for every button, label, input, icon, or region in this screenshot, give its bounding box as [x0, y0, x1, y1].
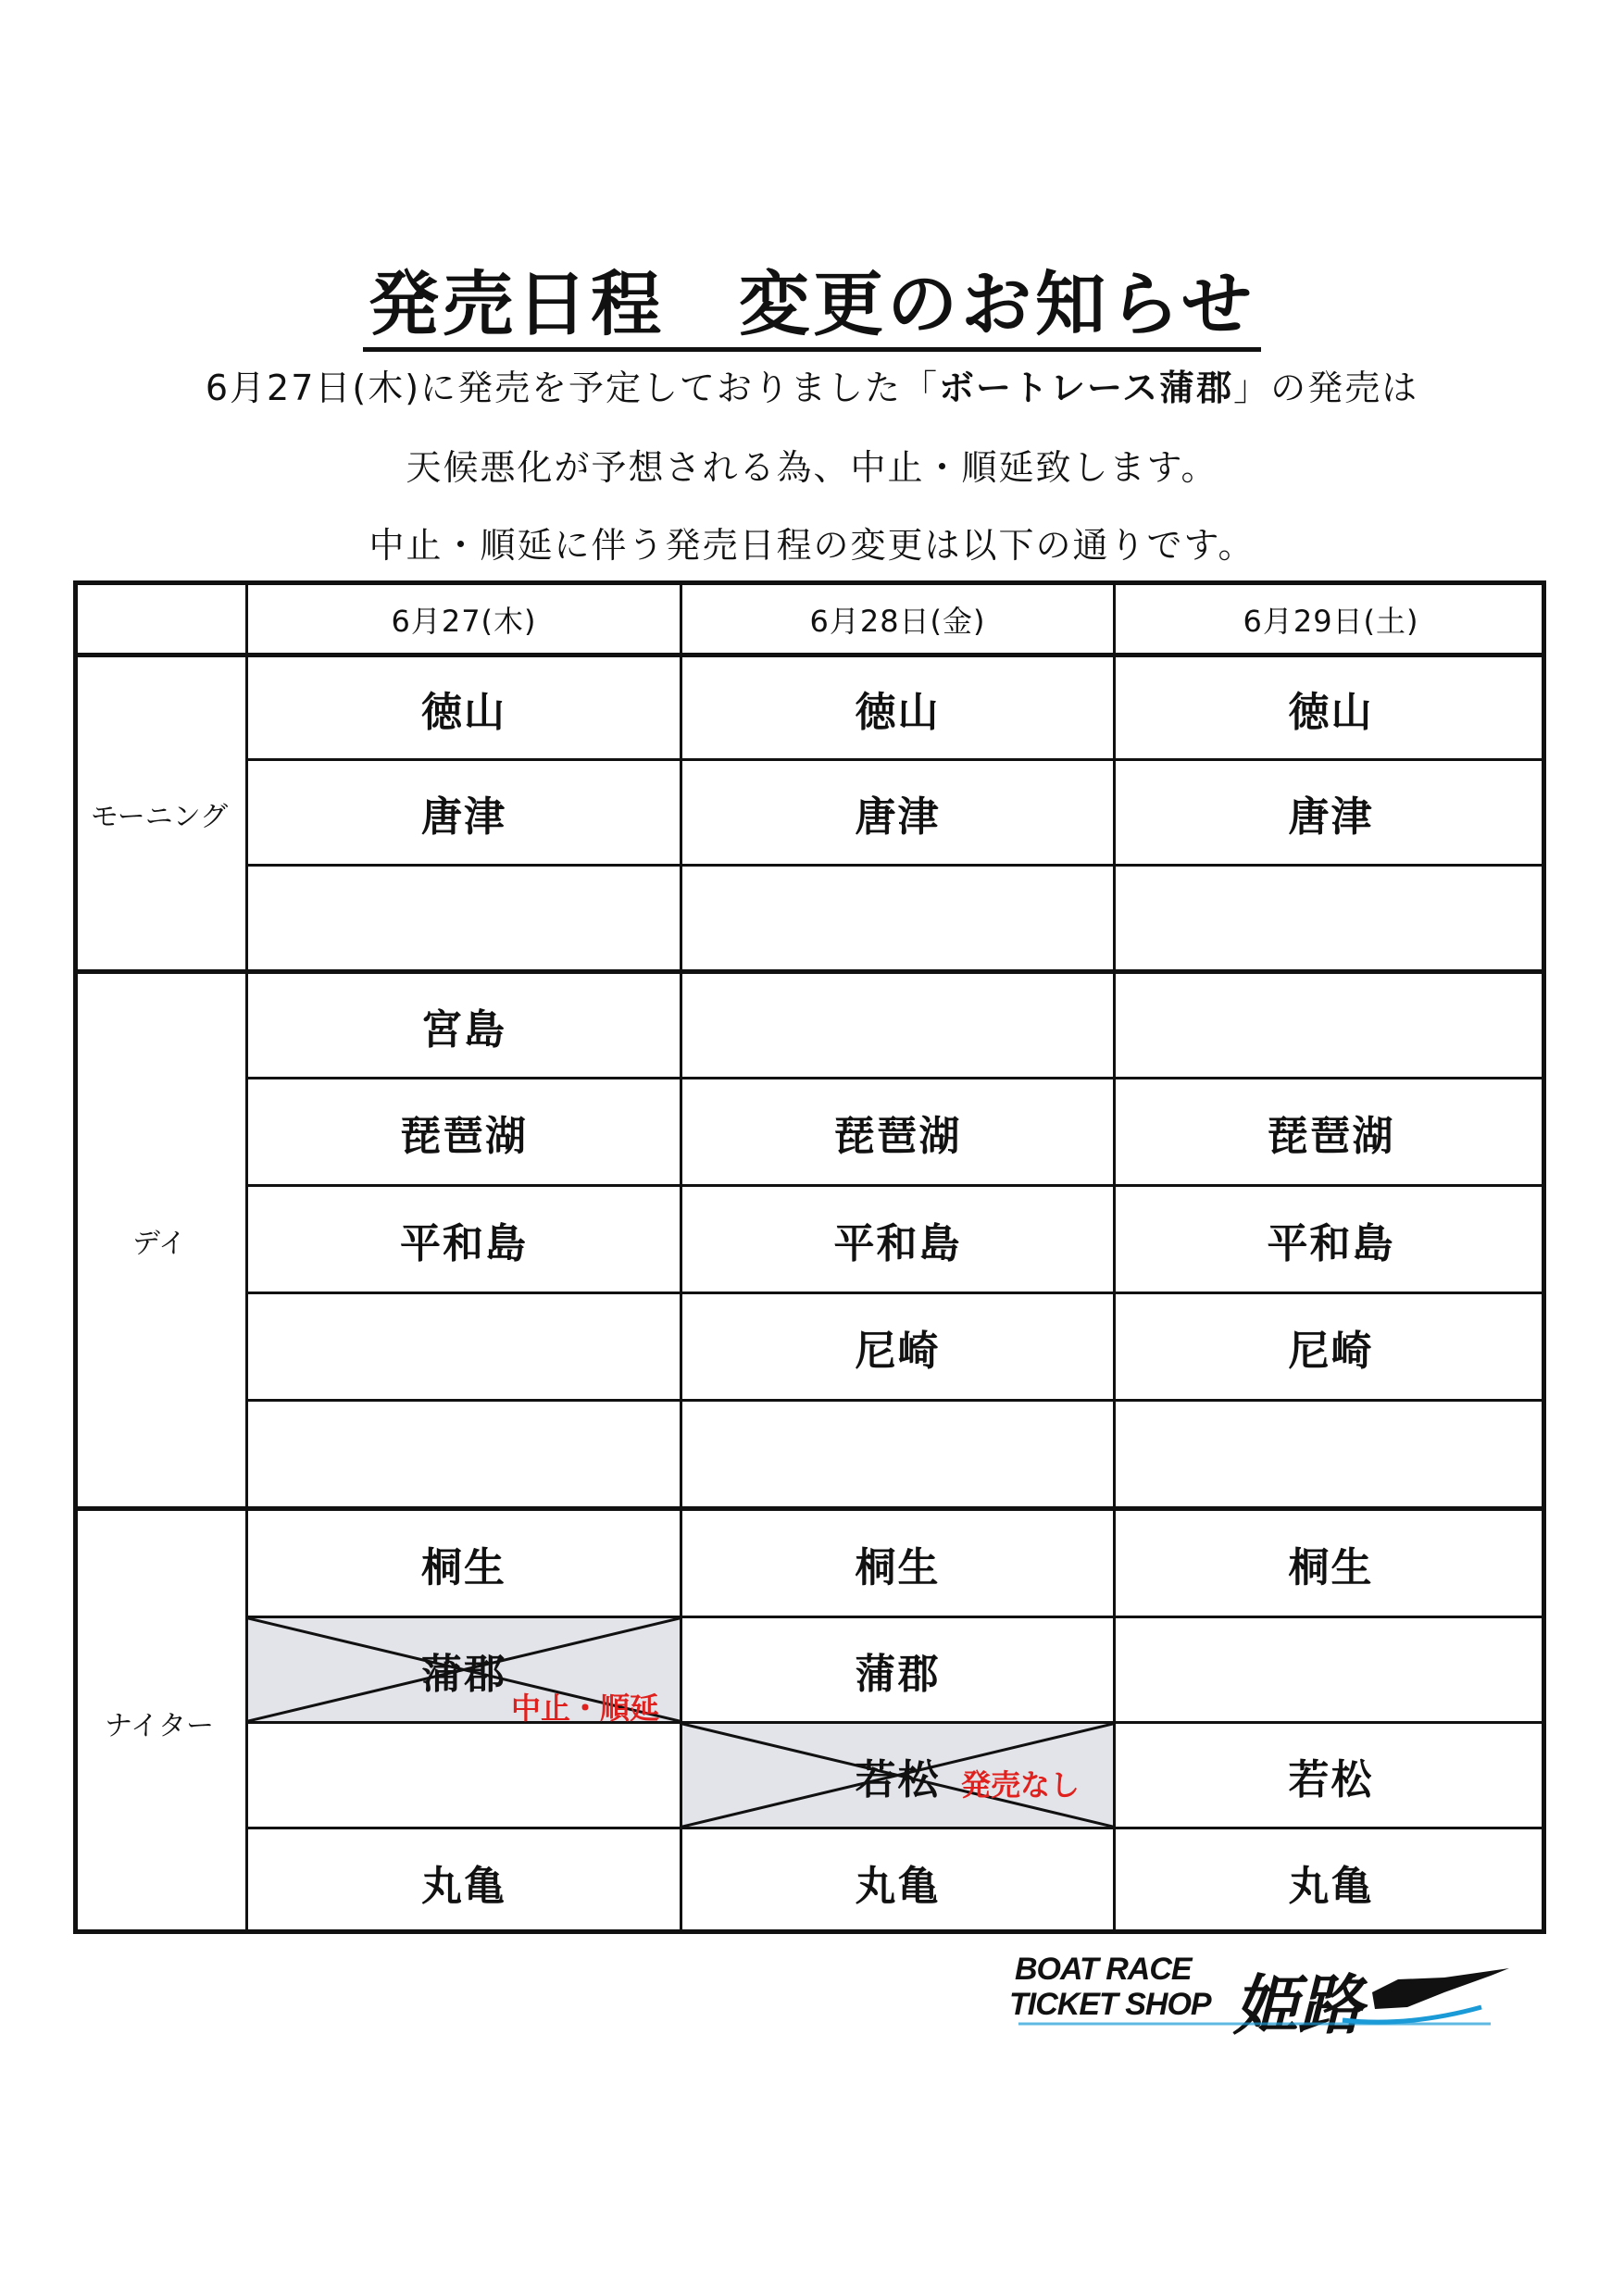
- venue-cell: 平和島: [1267, 1219, 1395, 1267]
- table-divider: [245, 1399, 1546, 1402]
- venue-cell: 若松: [1288, 1755, 1374, 1803]
- cancel-note: 中止・順延: [511, 1691, 660, 1726]
- venue-cell: 徳山: [1288, 688, 1374, 736]
- logo-line-2: TICKET SHOP: [1009, 1987, 1211, 2022]
- page-title: 発売日程 変更のお知らせ: [0, 248, 1624, 349]
- venue-cell: 尼崎: [855, 1327, 941, 1375]
- venue-cell: 徳山: [855, 688, 941, 736]
- venue-cell: 徳山: [421, 688, 506, 736]
- venue-cell: 丸亀: [855, 1862, 941, 1910]
- session-label-morning: モーニング: [90, 800, 229, 833]
- venue-cell: 琵琶湖: [1267, 1112, 1395, 1160]
- venue-cell: 唐津: [1288, 792, 1374, 841]
- venue-cell: 唐津: [855, 792, 941, 841]
- session-label-nighter: ナイター: [105, 1709, 214, 1742]
- notice-line-2: 天候悪化が予想される為、中止・順延致します。: [406, 447, 1218, 488]
- venue-cell: 平和島: [400, 1219, 528, 1267]
- cancel-note: 発売なし: [961, 1767, 1081, 1803]
- venue-cell: 宮島: [421, 1005, 506, 1054]
- venue-cell: 蒲郡: [855, 1650, 941, 1698]
- table-divider: [245, 864, 1546, 867]
- venue-cell: 桐生: [855, 1543, 941, 1591]
- venue-cell: 尼崎: [1288, 1327, 1374, 1375]
- venue-cell-cancelled: 若松: [855, 1755, 941, 1803]
- column-header: 6月28日(金): [809, 603, 986, 639]
- venue-cell: 丸亀: [421, 1862, 506, 1910]
- boat-icon: [1009, 1952, 1509, 2029]
- venue-cell: 桐生: [421, 1543, 506, 1591]
- session-label-day: デイ: [132, 1227, 186, 1260]
- venue-cell: 桐生: [1288, 1543, 1374, 1591]
- venue-cell: 平和島: [833, 1219, 962, 1267]
- venue-cell: 唐津: [421, 792, 506, 841]
- column-header: 6月29日(土): [1243, 603, 1419, 639]
- logo-line-1: BOAT RACE: [1015, 1952, 1192, 1987]
- notice-line-3: 中止・順延に伴う発売日程の変更は以下の通りです。: [369, 525, 1255, 566]
- venue-cell: 丸亀: [1288, 1862, 1374, 1910]
- venue-cell: 琵琶湖: [833, 1112, 962, 1160]
- shop-logo: [1009, 1952, 1509, 2043]
- venue-cell-cancelled: 蒲郡: [421, 1650, 506, 1698]
- logo-name: 姫路: [1233, 1967, 1363, 2043]
- venue-cell: 琵琶湖: [400, 1112, 528, 1160]
- column-header: 6月27(木): [391, 603, 537, 639]
- notice-line-1: 6月27日(木)に発売を予定しておりました「ボートレース蒲郡」の発売は: [205, 368, 1419, 408]
